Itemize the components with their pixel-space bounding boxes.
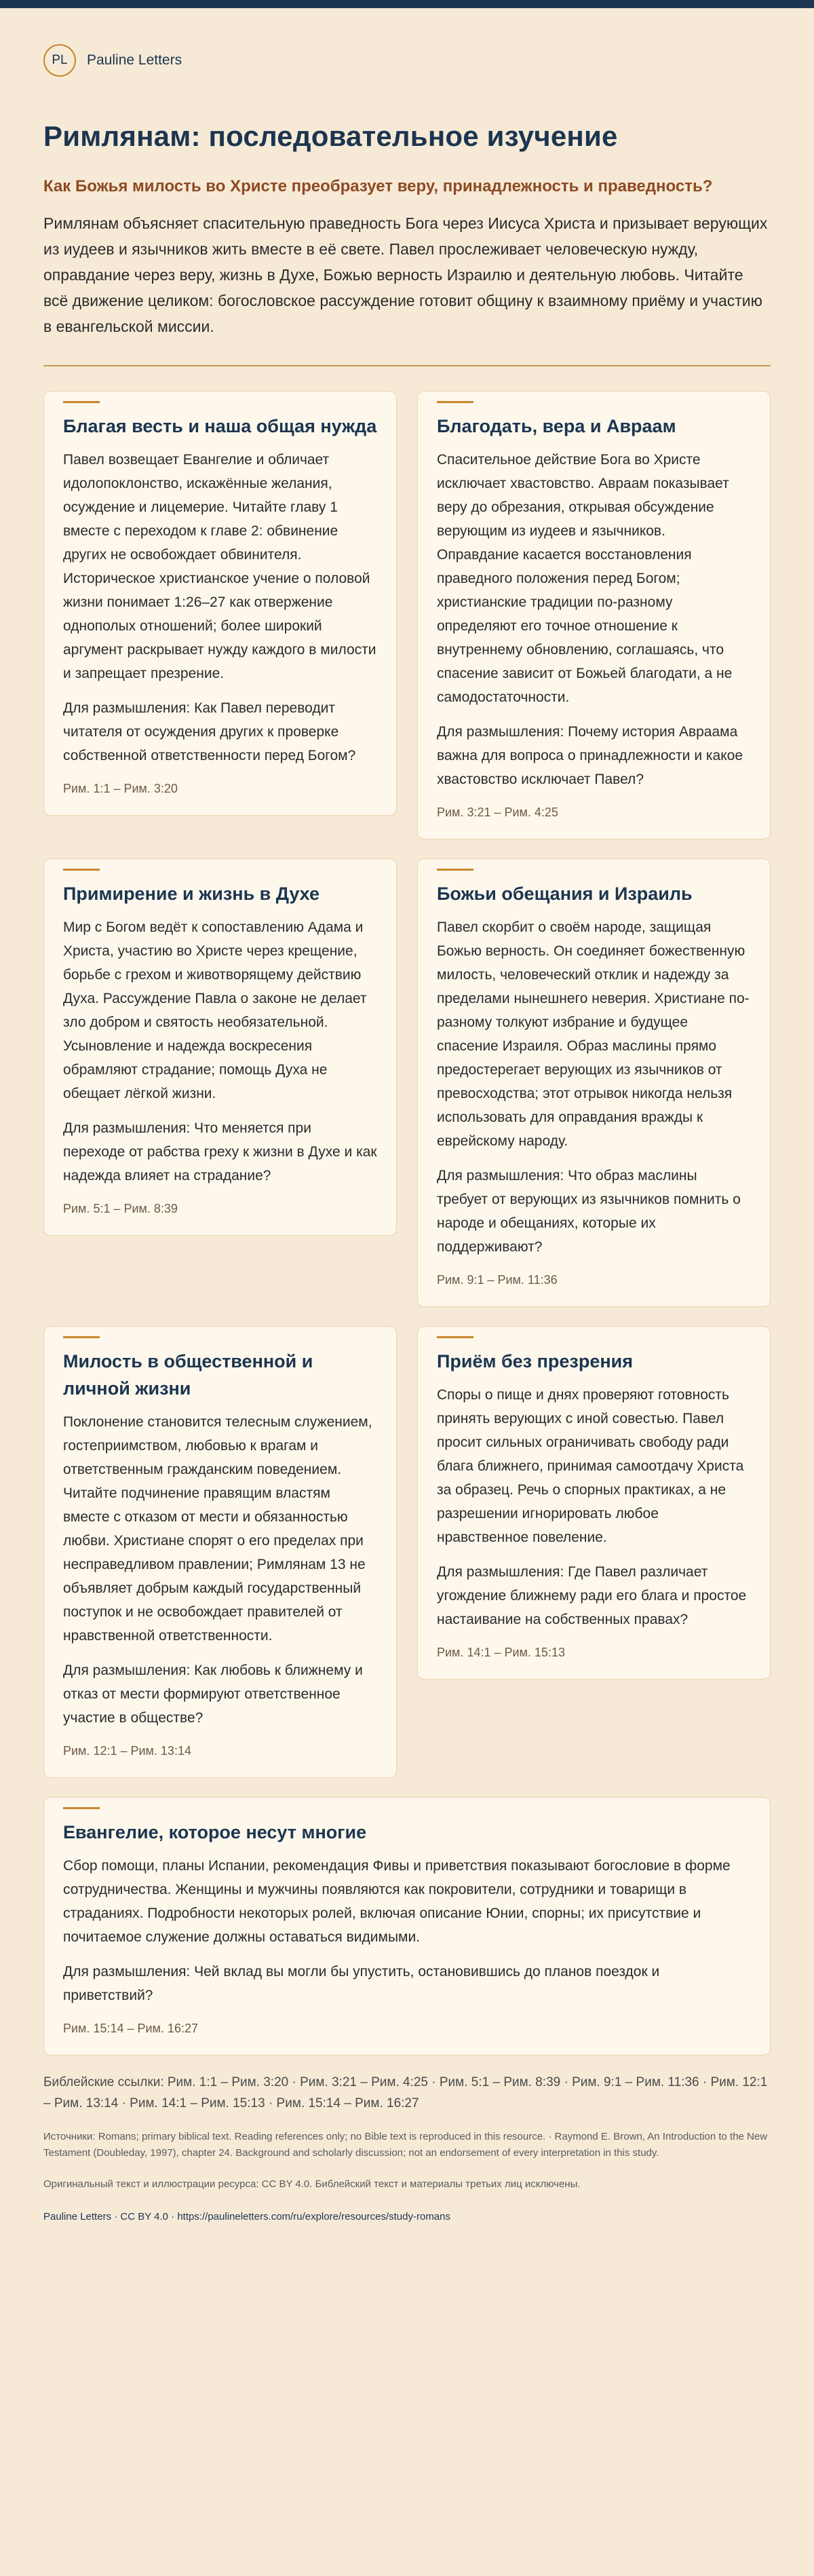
scripture-reference: Рим. 14:1 – Рим. 15:13 bbox=[437, 1646, 565, 1659]
site-name[interactable]: Pauline Letters bbox=[87, 52, 182, 68]
scripture-reference: Рим. 1:1 – Рим. 3:20 bbox=[63, 782, 178, 795]
logo-badge[interactable] bbox=[43, 44, 76, 77]
intro-paragraph: Римлянам объясняет спасительную праведность Бога через Иисуса Христа и призывает верующих из иудеев и язычников жить вместе в её свете. Павел прослеживает человеческую нужду, оправдание через веру, жизнь в Духе, Божью верность Израилю и деятельную любовь. Читайте всё движение целиком: богословское рассуждение готовит общину к взаимному приёму и участию в евангельской миссии. bbox=[43, 214, 768, 335]
card-accent-line bbox=[63, 1807, 100, 1809]
scripture-reference: Рим. 15:14 – Рим. 16:27 bbox=[63, 2022, 198, 2035]
scripture-reference: Рим. 9:1 – Рим. 11:36 bbox=[437, 1273, 558, 1287]
card-accent-line bbox=[437, 1336, 473, 1338]
section-body: Спасительное действие Бога во Христе исключает хвастовство. Авраам показывает веру до обрезания, открывая обсуждение верующим из иудеев и язычников. Оправдание касается восстановления праведного положения перед Богом; христианские традиции по-разному определяют его точное отношение к внутреннему обновлению, соглашаясь, что спасение зависит от Божьей благодати, а не самодостаточности. bbox=[437, 452, 733, 705]
sources-note: Источники: Romans; primary biblical text. Reading references only; no Bible text is reproduced in this resource. · Raymond E. Brown, An Introduction to the New Testament (Doubleday, 1997), chapter 24. Background and scholarly discussion; not an endorsement of every interpretation in this study. bbox=[43, 2131, 768, 2159]
section-title: Примирение и жизнь в Духе bbox=[63, 884, 320, 904]
site-header[interactable] bbox=[43, 43, 771, 77]
page-title: Римлянам: последовательное изучение bbox=[43, 120, 618, 152]
card-accent-line bbox=[63, 1336, 100, 1338]
top-accent-bar bbox=[0, 0, 814, 8]
site-credit-link[interactable]: Pauline Letters · CC BY 4.0 · https://paulineletters.com/ru/explore/resources/study-romans bbox=[43, 2211, 450, 2222]
section-card bbox=[417, 858, 771, 1307]
section-body: Сбор помощи, планы Испании, рекомендация Фивы и приветствия показывают богословие в форме сотрудничества. Женщины и мужчины появляются как покровители, сотрудники и товарищи в страданиях. Подробности некоторых ролей, включая описание Юнии, спорны; их присутствие и почитаемое служение должны оставаться видимыми. bbox=[63, 1858, 731, 1945]
section-body: Поклонение становится телесным служением, гостеприимством, любовью к врагам и ответственным гражданским поведением. Читайте подчинение правящим властям вместе с отказом от мести и обязанностью любви. Христиане спорят о его пределах при несправедливом правлении; Римлянам 13 не объявляет добрым каждый государственный поступок и не освобождает правителей от нравственной ответственности. bbox=[63, 1414, 372, 1644]
section-body: Мир с Богом ведёт к сопоставлению Адама и Христа, участию во Христе через крещение, борьбе с грехом и животворящему действию Духа. Рассуждение Павла о законе не делает зло добром и святость необязательной. Усыновление и надежда воскресения обрамляют страдание; помощь Духа не обещает лёгкой жизни. bbox=[63, 920, 367, 1101]
page-subtitle: Как Божья милость во Христе преобразует веру, принадлежность и праведность? bbox=[43, 177, 713, 195]
license-note: Оригинальный текст и иллюстрации ресурса: CC BY 4.0. Библейский текст и материалы третьих лиц исключены. bbox=[43, 2178, 581, 2190]
section-body: Павел скорбит о своём народе, защищая Божью верность. Он соединяет божественную милость, человеческий отклик и надежду за пределами нынешнего неверия. Христиане по-разному толкуют избрание и будущее спасение Израиля. Образ маслины прямо предостерегает верующих из язычников от превосходства; этот отрывок никогда нельзя использовать для оправдания вражды к еврейскому народу. bbox=[437, 920, 750, 1149]
section-title: Приём без презрения bbox=[437, 1351, 634, 1371]
reflection-question: Для размышления: Как Павел переводит читателя от осуждения других к проверке собственной ответственности перед Богом? bbox=[63, 700, 356, 763]
reflection-question: Для размышления: Что образ маслины требует от верующих из язычников помнить о народе и обещаниях, которые их поддерживают? bbox=[437, 1168, 741, 1255]
section-divider bbox=[43, 365, 771, 366]
bible-references: Библейские ссылки: Рим. 1:1 – Рим. 3:20 · Рим. 3:21 – Рим. 4:25 · Рим. 5:1 – Рим. 8:39 · Рим. 9:1 – Рим. 11:36 · Рим. 12:1 – Рим. 13:14 · Рим. 14:1 – Рим. 15:13 · Рим. 15:14 – Рим. 16:27 bbox=[43, 2075, 768, 2110]
logo-initials: PL bbox=[52, 53, 68, 67]
card-accent-line bbox=[437, 869, 473, 871]
section-title: Милость в общественной и личной жизни bbox=[63, 1351, 313, 1399]
reflection-question: Для размышления: Как любовь к ближнему и отказ от мести формируют ответственное участие в обществе? bbox=[63, 1663, 363, 1726]
page-footer bbox=[43, 2072, 771, 2225]
card-accent-line bbox=[63, 869, 100, 871]
section-title: Благая весть и наша общая нужда bbox=[63, 416, 377, 436]
reflection-question: Для размышления: Чей вклад вы могли бы упустить, остановившись до планов поездок и приветствий? bbox=[63, 1964, 660, 2003]
section-card bbox=[417, 391, 771, 839]
card-accent-line bbox=[437, 401, 473, 403]
section-body: Павел возвещает Евангелие и обличает идолопоклонство, искажённые желания, осуждение и лицемерие. Читайте главу 1 вместе с переходом к главе 2: обвинение других не освобождает обвинителя. Историческое христианское учение о половой жизни понимает 1:26–27 как отвержение однополых отношений; более широкий аргумент раскрывает нужду каждого в милости и запрещает презрение. bbox=[63, 452, 376, 681]
reflection-question: Для размышления: Почему история Авраама важна для вопроса о принадлежности и какое хвастовство исключает Павел? bbox=[437, 724, 743, 787]
page-content bbox=[0, 43, 814, 2225]
section-title: Благодать, вера и Авраам bbox=[437, 416, 676, 436]
scripture-reference: Рим. 5:1 – Рим. 8:39 bbox=[63, 1202, 178, 1215]
scripture-reference: Рим. 12:1 – Рим. 13:14 bbox=[63, 1744, 191, 1758]
section-body: Споры о пище и днях проверяют готовность принять верующих с иной совестью. Павел просит сильных ограничивать свободу ради блага ближнего, принимая самоотдачу Христа за образец. Речь о спорных практиках, а не разрешении игнорировать любое нравственное повеление. bbox=[437, 1387, 744, 1545]
section-card bbox=[43, 391, 397, 816]
section-card bbox=[43, 1797, 771, 2056]
section-card bbox=[43, 858, 397, 1236]
sections-grid bbox=[43, 391, 771, 2056]
reflection-question: Для размышления: Где Павел различает угождение ближнему ради его блага и простое настаивание на собственных правах? bbox=[437, 1564, 747, 1627]
section-card bbox=[43, 1326, 397, 1778]
section-title: Божьи обещания и Израиль bbox=[437, 884, 693, 904]
scripture-reference: Рим. 3:21 – Рим. 4:25 bbox=[437, 806, 558, 819]
section-card bbox=[417, 1326, 771, 1680]
card-accent-line bbox=[63, 401, 100, 403]
reflection-question: Для размышления: Что меняется при переходе от рабства греху к жизни в Духе и как надежда влияет на страдание? bbox=[63, 1120, 377, 1183]
section-title: Евангелие, которое несут многие bbox=[63, 1822, 367, 1842]
